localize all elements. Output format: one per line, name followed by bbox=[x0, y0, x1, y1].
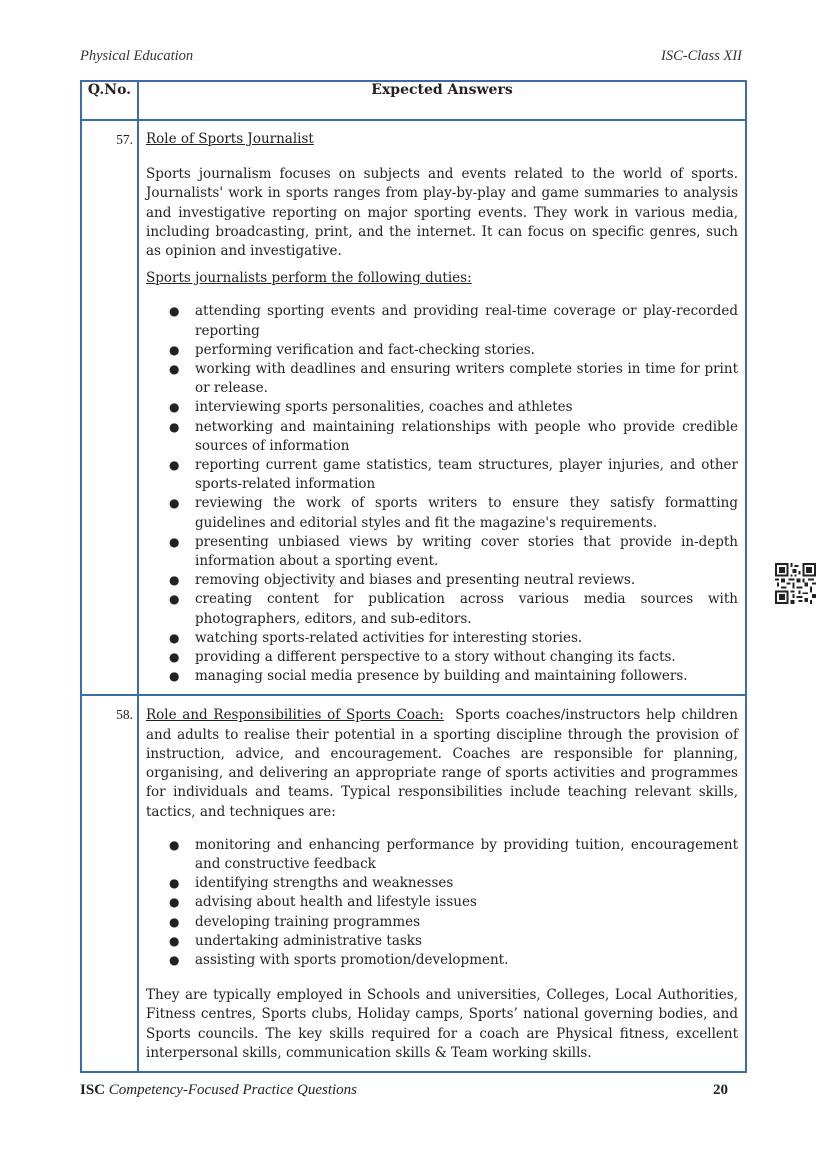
header-class: ISC-Class XII bbox=[661, 48, 742, 64]
question-number: 57. bbox=[81, 120, 138, 695]
list-item: ● creating content for publication across various media sources with photographers, editors, and sub-editors. bbox=[195, 590, 738, 628]
list-item: ● providing a different perspective to a story without changing its facts. bbox=[195, 648, 738, 667]
answer-closing: They are typically employed in Schools and universities, Colleges, Local Authorities, Fitness centres, Sports clubs, Holiday camps, Sports’ national governing bodies, and Sports councils. The key skills required for a coach are Physical fitness, excellent interpersonal skills, communication skills & Team working skills. bbox=[146, 987, 738, 1061]
question-number: 58. bbox=[81, 695, 138, 1071]
list-item: ● removing objectivity and biases and presenting neutral reviews. bbox=[195, 571, 738, 590]
list-item: ● developing training programmes bbox=[195, 913, 738, 932]
answer-intro: Sports coaches/instructors help children and adults to realise their potential in a sporting discipline through the provision of instruction, advice, and encouragement. Coaches are responsible for planning, organising, and delivering an appropriate range of sports activities and programmes for individuals and teams. Typical responsibilities include teaching relevant skills, tactics, and techniques are: bbox=[146, 707, 738, 820]
col-header-answers: Expected Answers bbox=[138, 81, 746, 120]
answer-intro: Sports journalism focuses on subjects and events related to the world of sports. Journalists' work in sports ranges from play-by-play and game summaries to analysis and investigative reporting on major sporting events. They work in various media, including broadcasting, print, and the internet. It can focus on specific genres, such as opinion and investigative. bbox=[146, 166, 738, 260]
question-row-57 bbox=[81, 120, 746, 695]
duties-heading: Sports journalists perform the following duties: bbox=[146, 270, 472, 287]
col-header-qno: Q.No. bbox=[81, 81, 138, 120]
answer-cell bbox=[138, 695, 746, 1071]
responsibilities-list bbox=[146, 836, 738, 970]
list-item: ● managing social media presence by building and maintaining followers. bbox=[195, 667, 738, 686]
list-item: ● interviewing sports personalities, coaches and athletes bbox=[195, 398, 738, 417]
duties-list bbox=[146, 302, 738, 686]
list-item: ● reviewing the work of sports writers to ensure they satisfy formatting guidelines and editorial styles and fit the magazine's requirements. bbox=[195, 494, 738, 532]
list-item: ● performing verification and fact-checking stories. bbox=[195, 341, 738, 360]
list-item: ● networking and maintaining relationships with people who provide credible sources of information bbox=[195, 418, 738, 456]
list-item: ● working with deadlines and ensuring writers complete stories in time for print or release. bbox=[195, 360, 738, 398]
list-item: ● watching sports-related activities for interesting stories. bbox=[195, 629, 738, 648]
answer-title: Role of Sports Journalist bbox=[146, 131, 314, 147]
answer-title: Role and Responsibilities of Sports Coach: bbox=[146, 707, 444, 724]
answers-table bbox=[80, 80, 747, 1073]
header-subject: Physical Education bbox=[80, 48, 194, 64]
page-number: 20 bbox=[713, 1082, 728, 1098]
list-item: ● assisting with sports promotion/development. bbox=[195, 951, 738, 970]
question-row-58 bbox=[81, 695, 746, 1071]
table-header-row bbox=[81, 81, 746, 120]
list-item: ● advising about health and lifestyle issues bbox=[195, 893, 738, 912]
list-item: ● undertaking administrative tasks bbox=[195, 932, 738, 951]
qr-code-icon[interactable] bbox=[775, 563, 816, 604]
list-item: ● reporting current game statistics, team structures, player injuries, and other sports-related information bbox=[195, 456, 738, 494]
list-item: ● monitoring and enhancing performance by providing tuition, encouragement and constructive feedback bbox=[195, 836, 738, 874]
footer-subtitle: Competency-Focused Practice Questions bbox=[108, 1082, 358, 1098]
footer-brand: ISC bbox=[80, 1082, 106, 1098]
footer-title bbox=[80, 1082, 357, 1099]
answer-intro-block bbox=[146, 706, 738, 821]
list-item: ● identifying strengths and weaknesses bbox=[195, 874, 738, 893]
list-item: ● attending sporting events and providing real-time coverage or play-recorded reporting bbox=[195, 302, 738, 340]
list-item: ● presenting unbiased views by writing cover stories that provide in-depth information about a sporting event. bbox=[195, 533, 738, 571]
answer-cell bbox=[138, 120, 746, 695]
